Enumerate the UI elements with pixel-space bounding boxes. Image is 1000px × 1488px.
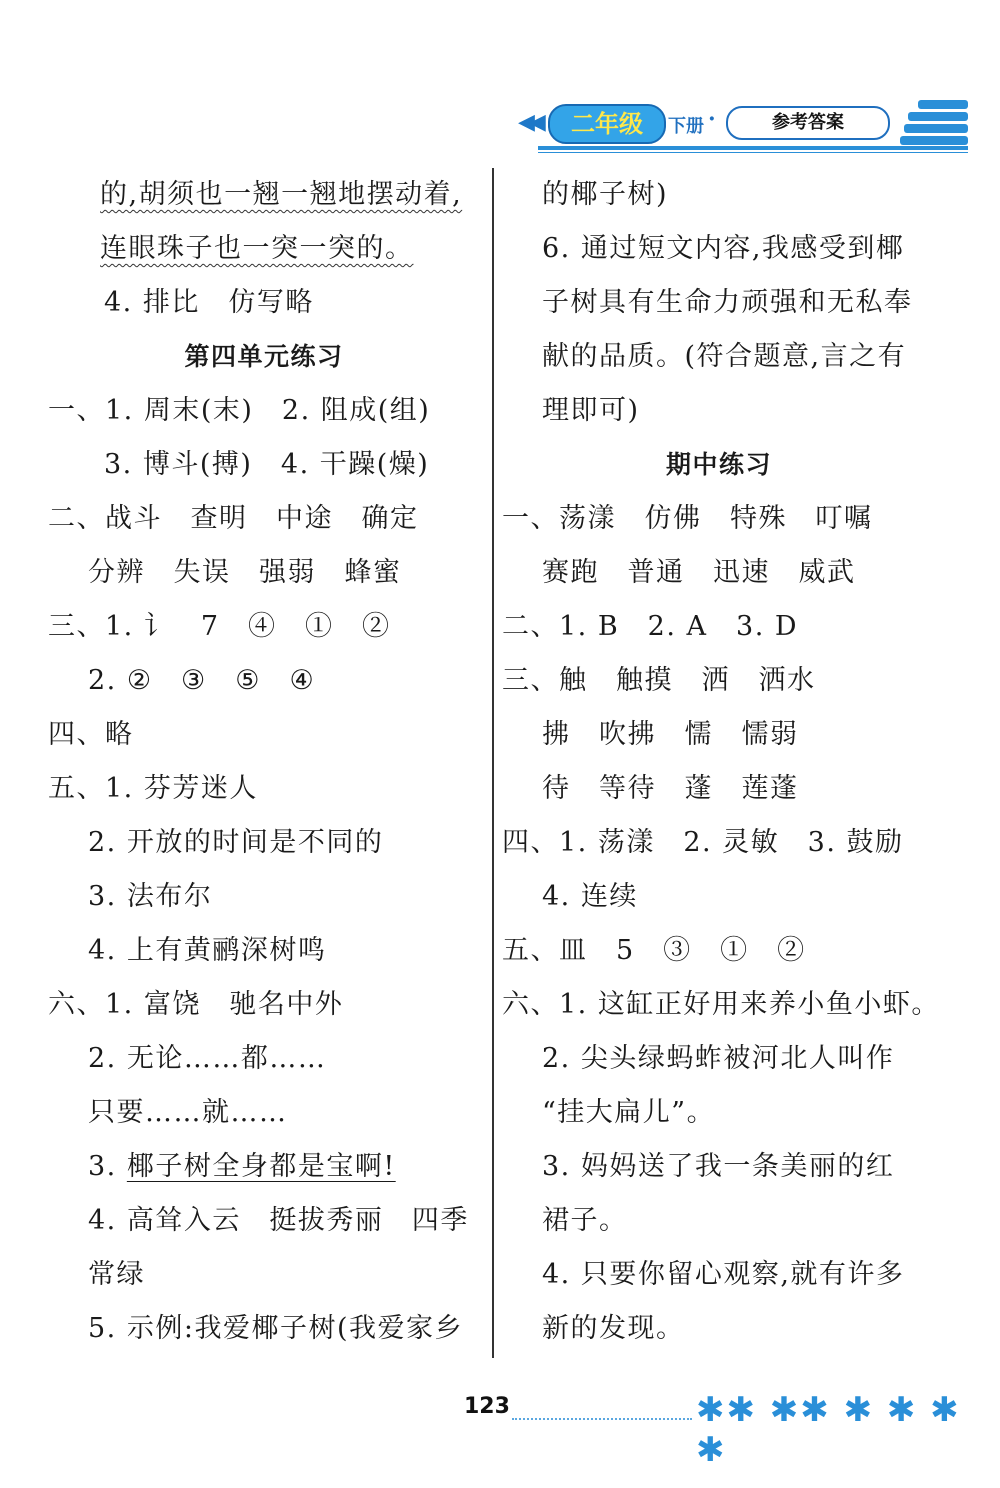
column-divider	[492, 168, 494, 1358]
answer-line: 只要……就……	[88, 1097, 288, 1128]
answer-line: 三、触 触摸 洒 洒水	[502, 665, 816, 696]
answer-line: 五、1. 芬芳迷人	[48, 773, 258, 804]
answer-line: 3. 博斗(搏) 4. 干躁(燥)	[104, 449, 430, 480]
answer-line: 4. 上有黄鹂深树鸣	[88, 935, 327, 966]
answer-line: 4. 高耸入云 挺拔秀丽 四季	[88, 1205, 469, 1236]
books-icon	[900, 98, 968, 144]
answer-line: 六、1. 富饶 驰名中外	[48, 989, 344, 1020]
answer-line: 理即可)	[542, 395, 640, 426]
answer-line: 待 等待 蓬 莲蓬	[542, 773, 799, 804]
grade-badge: 二年级	[548, 104, 666, 144]
answer-line: 五、皿 5 ③ ① ②	[502, 935, 806, 966]
answer-line: 2. 开放的时间是不同的	[88, 827, 384, 858]
answer-line: 二、战斗 查明 中途 确定	[48, 503, 419, 534]
answer-line: 拂 吹拂 懦 懦弱	[542, 719, 799, 750]
separator-dot: ·	[708, 106, 716, 132]
right-column	[502, 168, 940, 1356]
answer-line: 四、1. 荡漾 2. 灵敏 3. 鼓励	[502, 827, 904, 858]
answer-line: “挂大扁儿”。	[542, 1097, 716, 1128]
left-column	[48, 168, 480, 1356]
answer-line: 4. 连续	[542, 881, 638, 912]
answer-line: 3. 妈妈送了我一条美丽的红	[542, 1151, 895, 1182]
answer-line: 5. 示例:我爱椰子树(我爱家乡	[88, 1313, 463, 1344]
answer-line: 的椰子树)	[542, 179, 669, 210]
answer-line: 2. 尖头绿蚂蚱被河北人叫作	[542, 1043, 895, 1074]
answer-line: 四、略	[48, 719, 134, 750]
answer-line: 2. ② ③ ⑤ ④	[88, 665, 316, 696]
section-title-midterm: 期中练习	[665, 450, 772, 479]
answer-line: 裙子。	[542, 1205, 628, 1236]
answer-line: 4. 只要你留心观察,就有许多	[542, 1259, 905, 1290]
header-rule-thin	[538, 152, 968, 153]
answer-line: 分辨 失误 强弱 蜂蜜	[88, 557, 402, 588]
section-title-unit4: 第四单元练习	[184, 342, 344, 371]
answer-line: 三、1. 讠 7 ④ ① ②	[48, 611, 391, 642]
dotted-leader	[512, 1388, 692, 1420]
term-label: 下册	[668, 116, 704, 137]
answer-line: 6. 通过短文内容,我感受到椰	[542, 233, 905, 264]
double-arrow-icon: ◀◀	[518, 110, 540, 135]
answer-line: 献的品质。(符合题意,言之有	[542, 341, 907, 372]
header-rule	[538, 146, 968, 150]
answer-line: 常绿	[88, 1259, 145, 1290]
answer-line: 3. 法布尔	[88, 881, 213, 912]
answer-line: 连眼珠子也一突一突的。	[100, 233, 414, 264]
stars-decoration-icon: ✱✱ ✱✱ ✱ ✱ ✱ ✱	[696, 1390, 961, 1470]
answer-line: 的,胡须也一翘一翘地摆动着,	[100, 179, 463, 210]
page-number: 123	[464, 1394, 510, 1419]
answer-line: 子树具有生命力顽强和无私奉	[542, 287, 913, 318]
answer-line: 3. 椰子树全身都是宝啊!	[88, 1151, 396, 1182]
answer-line: 4. 排比 仿写略	[104, 287, 314, 318]
answer-line: 一、荡漾 仿佛 特殊 叮嘱	[502, 503, 873, 534]
answer-line: 二、1. B 2. A 3. D	[502, 611, 799, 642]
answer-tag: 参考答案	[726, 106, 890, 140]
answer-line: 新的发现。	[542, 1313, 685, 1344]
answer-line: 2. 无论……都……	[88, 1043, 327, 1074]
answer-line: 一、1. 周末(末) 2. 阻成(组)	[48, 395, 431, 426]
page-footer	[464, 1388, 984, 1470]
answer-line: 赛跑 普通 迅速 威武	[542, 557, 856, 588]
page-header	[510, 96, 970, 160]
answer-line: 六、1. 这缸正好用来养小鱼小虾。	[502, 989, 940, 1020]
